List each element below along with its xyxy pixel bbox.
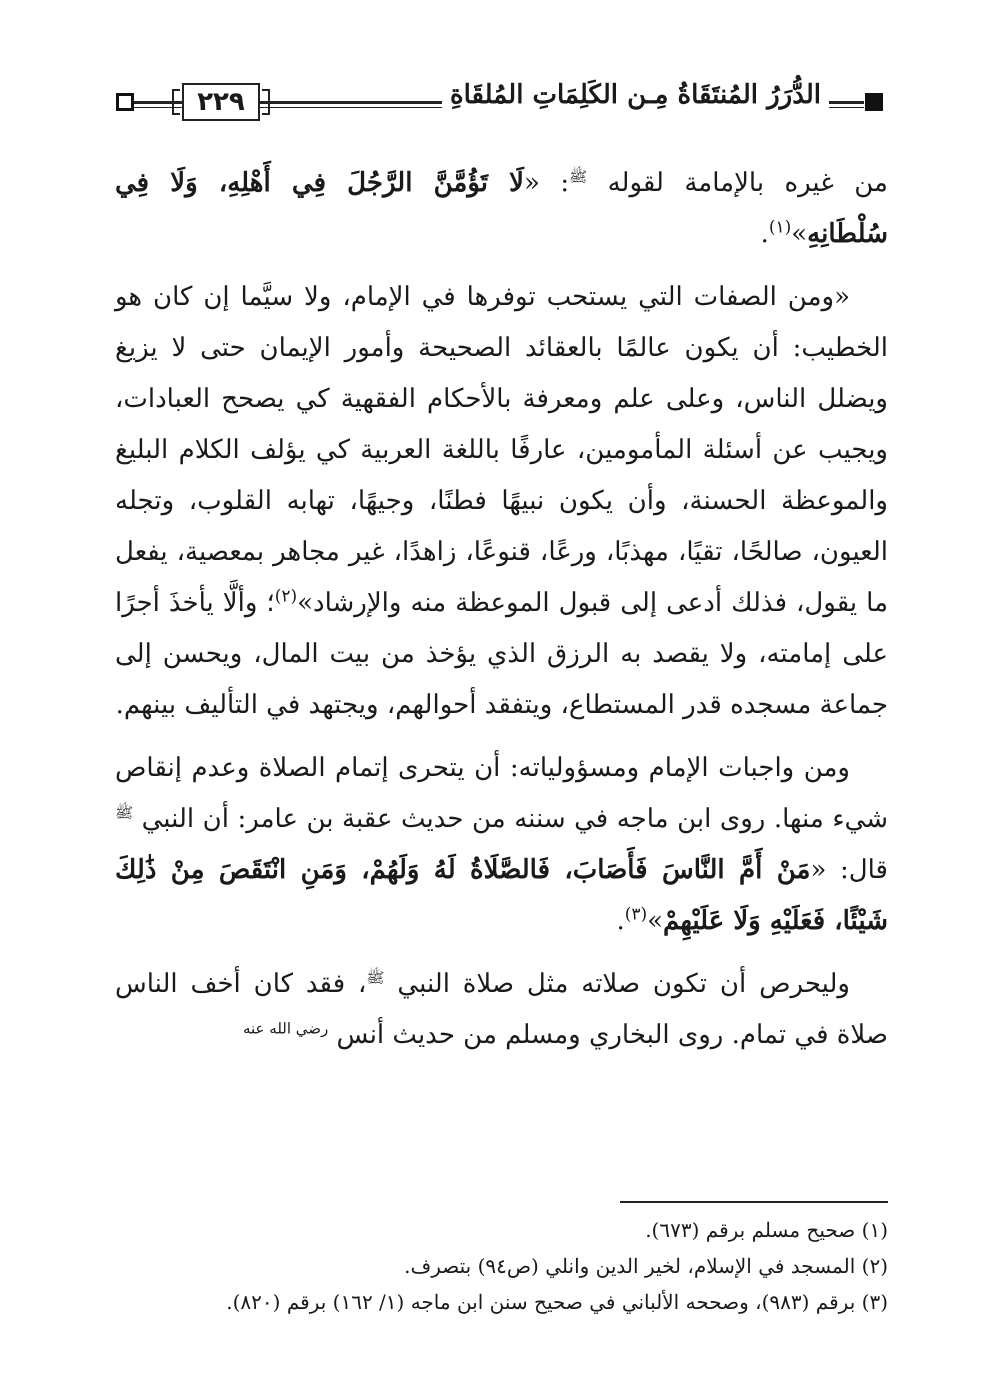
footnote-1: (١) صحيح مسلم برقم (٦٧٣). bbox=[645, 1218, 888, 1242]
header-ornament-hollow-square bbox=[116, 93, 134, 111]
text-run: . bbox=[616, 906, 625, 936]
header-ornament-filled-square bbox=[865, 93, 883, 111]
footnotes bbox=[115, 1212, 888, 1320]
hadith-quote: مَنْ أَمَّ النَّاسَ فَأَصَابَ، فَالصَّلَاةُ لَهُ وَلَهُمْ، وَمَنِ انْتَقَصَ مِنْ ذَٰلِكَ شَيْئًا، فَعَلَيْهِ وَلَا عَلَيْهِمْ bbox=[115, 855, 888, 936]
text-run: ومن واجبات الإمام ومسؤولياته: أن يتحرى إتمام الصلاة وعدم إنقاص شيء منها. روى ابن ماجه في سننه من حديث عقبة بن عامر: أن النبي bbox=[115, 753, 888, 834]
paragraph bbox=[115, 743, 888, 947]
footnote-ref[interactable]: (٢) bbox=[274, 586, 298, 607]
text-run: وليحرص أن تكون صلاته مثل صلاة النبي bbox=[397, 969, 850, 999]
book-title: الدُّرَرُ المُنتَقَاةُ مِـن الكَلِمَاتِ المُلقَاةِ bbox=[442, 80, 829, 110]
salutation-mark: ﷺ bbox=[569, 167, 588, 186]
text-run: : « bbox=[524, 168, 570, 198]
running-header bbox=[112, 78, 887, 128]
footnote-3: (٣) برقم (٩٨٣)، وصححه الألباني في صحيح سنن ابن ماجه (١/ ١٦٢) برقم (٨٢٠). bbox=[226, 1290, 888, 1314]
paragraph bbox=[115, 959, 888, 1061]
footnote-ref[interactable]: (٣) bbox=[624, 904, 648, 925]
footnote-ref[interactable]: (١) bbox=[768, 217, 792, 238]
text-run: » bbox=[791, 219, 808, 249]
paragraph bbox=[115, 158, 888, 260]
salutation-mark: ﷺ bbox=[366, 968, 385, 987]
main-text bbox=[115, 158, 888, 1061]
footnote-separator bbox=[620, 1201, 888, 1203]
footnote-2: (٢) المسجد في الإسلام، لخير الدين وانلي (ص٩٤) بتصرف. bbox=[404, 1254, 888, 1278]
text-run: . bbox=[760, 219, 769, 249]
page-number: ٢٢٩ bbox=[182, 83, 260, 121]
text-run: ، فقد كان أخف الناس صلاة في تمام. روى البخاري ومسلم من حديث أنس bbox=[115, 969, 888, 1050]
text-run: » bbox=[647, 906, 664, 936]
text-run: «ومن الصفات التي يستحب توفرها في الإمام، ولا سيَّما إن كان هو الخطيب: أن يكون عالمًا بالعقائد الصحيحة وأمور الإيمان حتى لا يزيغ ويضلل الناس، وعلى علم ومعرفة بالأحكام الفقهية كي يصحح العبادات، ويجيب عن أسئلة المأمومين، عارفًا باللغة العربية كي يؤلف الكلام البليغ والموعظة الحسنة، وأن يكون نبيهًا فطنًا، وجيهًا، تهابه القلوب، وتجله العيون، صالحًا، تقيًا، مهذبًا، ورعًا، قنوعًا، زاهدًا، غير مجاهر بمعصية، يفعل ما يقول، فذلك أدعى إلى قبول الموعظة منه والإرشاد» bbox=[115, 282, 888, 618]
salutation-mark: ﷺ bbox=[115, 803, 134, 822]
hadith-quote: لَا تَؤُمَّنَّ الرَّجُلَ فِي أَهْلِهِ، وَلَا فِي سُلْطَانِهِ bbox=[115, 168, 888, 249]
text-run: ؛ وألَّا يأخذَ أجرًا على إمامته، ولا يقصد به الرزق الذي يؤخذ من بيت المال، ويحسن إلى جماعة مسجده قدر المستطاع، ويتفقد أحوالهم، ويجتهد في التأليف بينهم. bbox=[115, 588, 888, 720]
honorific-mark: رضي الله عنه bbox=[242, 1019, 329, 1038]
paragraph bbox=[115, 272, 888, 731]
text-run: من غيره بالإمامة لقوله bbox=[607, 168, 888, 198]
text-run: قال: « bbox=[810, 855, 888, 885]
